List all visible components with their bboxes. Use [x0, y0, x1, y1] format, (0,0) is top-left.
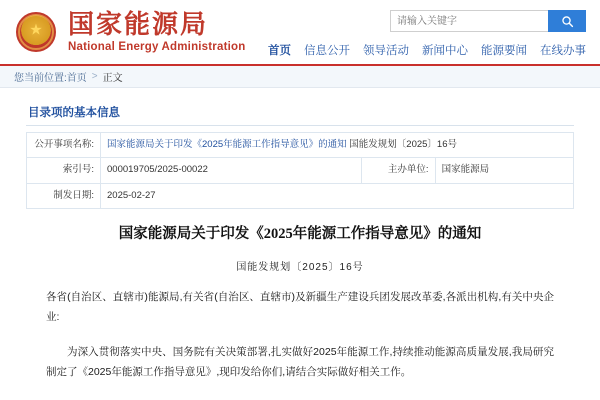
- catalog-label-index: 索引号:: [27, 158, 101, 183]
- search-input[interactable]: [390, 10, 548, 32]
- catalog-section-title: 目录项的基本信息: [26, 98, 574, 126]
- catalog-value-organizer: 国家能源局: [435, 158, 573, 183]
- article-paragraph-2-text: 为深入贯彻落实中央、国务院有关决策部署,扎实做好2025年能源工作,持续推动能源高质量发展,我局研究制定了《2025年能源工作指导意见》,现印发给你们,请结合实际做好相关工作。: [46, 345, 554, 379]
- nav-item-leader-activities[interactable]: 领导活动: [363, 45, 409, 57]
- nav-item-info-disclosure[interactable]: 信息公开: [304, 45, 350, 57]
- breadcrumb-separator-icon: >: [91, 71, 98, 82]
- breadcrumb-item-current: 正文: [102, 73, 123, 84]
- article-section: [0, 209, 600, 383]
- national-emblem-icon: ★: [14, 10, 58, 54]
- table-row: [27, 158, 574, 183]
- search-button[interactable]: [548, 10, 586, 32]
- site-header: [0, 0, 600, 66]
- catalog-value-index: 000019705/2025-00022: [101, 158, 362, 183]
- catalog-doc-number: 国能发规划〔2025〕16号: [349, 139, 457, 150]
- article-doc-number: 国能发规划〔2025〕16号: [236, 261, 364, 273]
- search-bar[interactable]: [390, 10, 586, 32]
- article-title: 国家能源局关于印发《2025年能源工作指导意见》的通知: [118, 225, 482, 242]
- catalog-section: [0, 88, 600, 209]
- breadcrumb-prefix: 您当前位置:: [14, 73, 67, 84]
- article-paragraph-1: 各省(自治区、直辖市)能源局,有关省(自治区、直辖市)及新疆生产建设兵团发展改革委,各派出机构,有关中央企业:: [46, 290, 554, 324]
- catalog-label-organizer: 主办单位:: [361, 158, 435, 183]
- catalog-table: [26, 132, 574, 209]
- nav-item-home[interactable]: 首页: [268, 45, 291, 57]
- main-nav: [268, 42, 586, 58]
- catalog-value-date: 2025-02-27: [101, 183, 574, 208]
- nav-item-online-services[interactable]: 在线办事: [540, 45, 586, 57]
- table-row: [27, 183, 574, 208]
- catalog-label-date: 制发日期:: [27, 183, 101, 208]
- breadcrumb-item-home[interactable]: 首页: [66, 73, 87, 84]
- catalog-label-name: 公开事项名称:: [27, 133, 101, 158]
- breadcrumb: [0, 66, 600, 88]
- header-right: [268, 0, 586, 64]
- catalog-doc-link[interactable]: 国家能源局关于印发《2025年能源工作指导意见》的通知: [107, 139, 347, 150]
- article-paragraph-2: [46, 342, 554, 383]
- table-row: [27, 133, 574, 158]
- search-icon: [561, 15, 574, 28]
- nav-item-news-center[interactable]: 新闻中心: [422, 45, 468, 57]
- site-title-cn: 国家能源局: [68, 9, 209, 39]
- nav-item-energy-news[interactable]: 能源要闻: [481, 45, 527, 57]
- catalog-value-name: [101, 133, 574, 158]
- site-title-en: National Energy Administration: [68, 41, 246, 54]
- site-title-block: [68, 11, 245, 53]
